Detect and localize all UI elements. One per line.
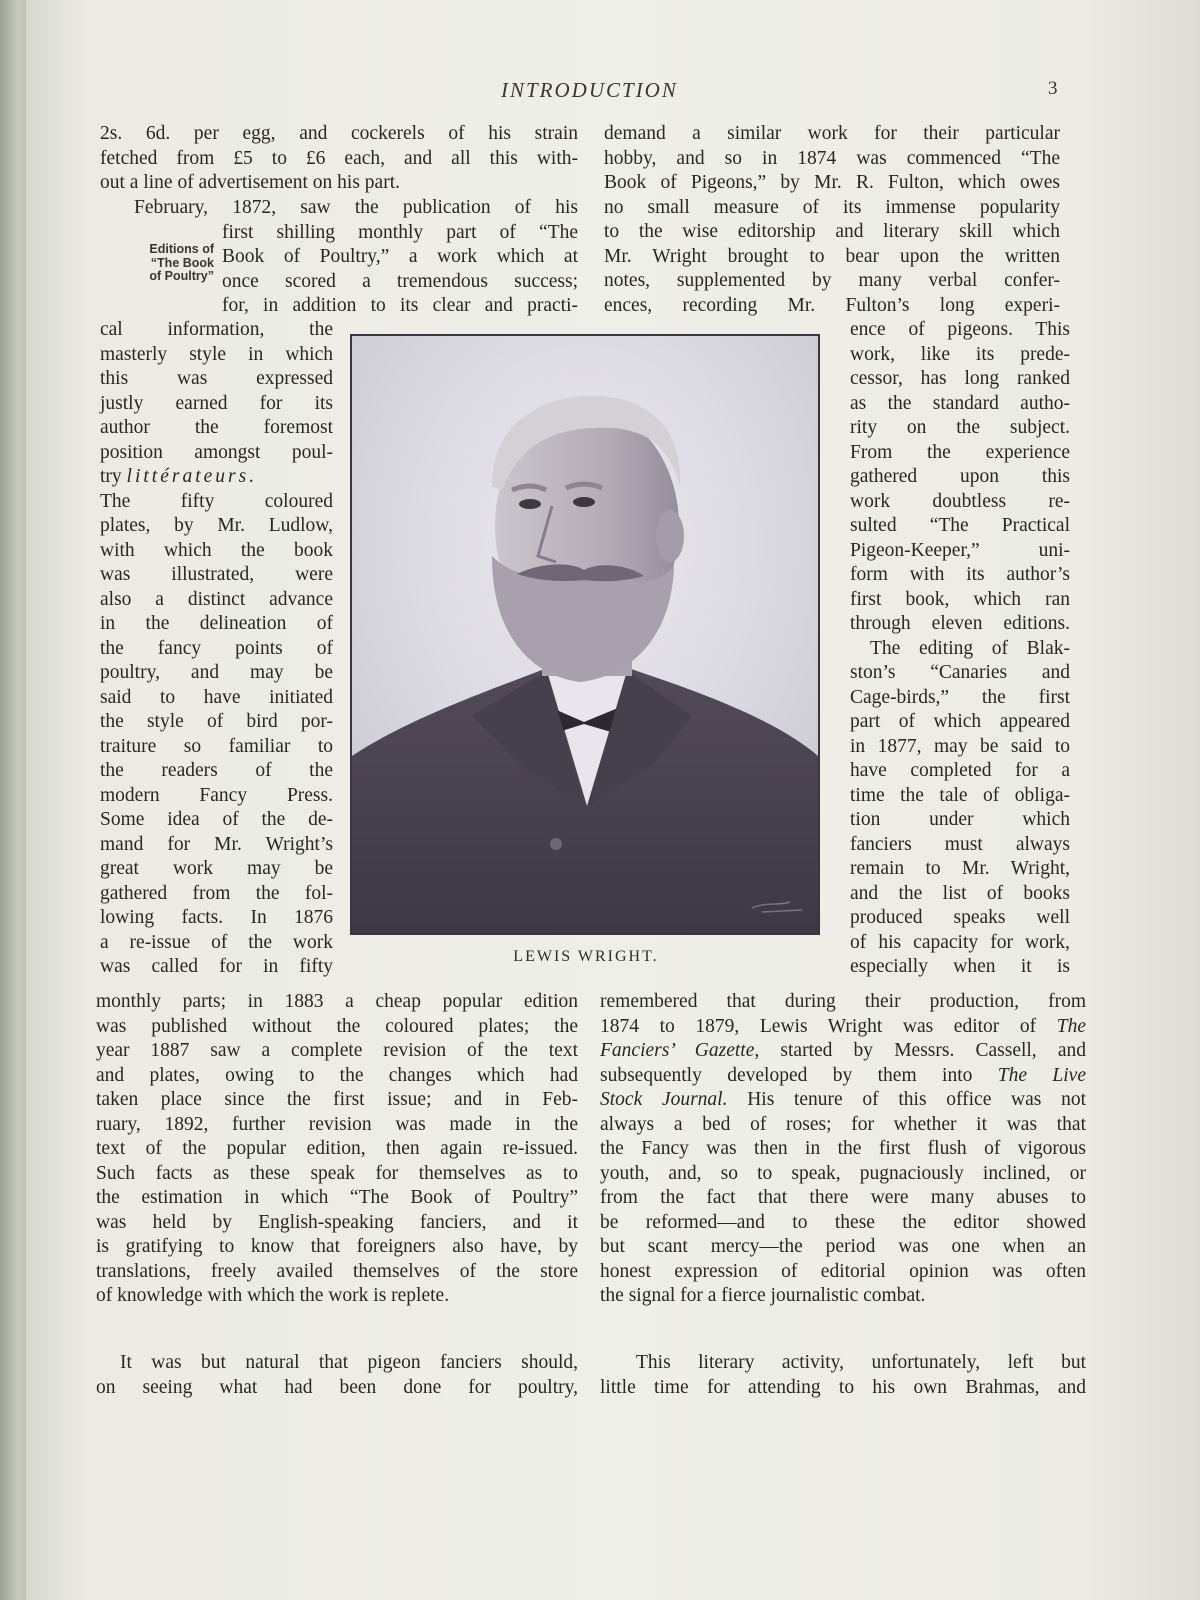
- text-line: plates, by Mr. Ludlow,: [100, 515, 333, 536]
- february-paragraph-line: [134, 196, 578, 221]
- text-line: translations, freely availed themselves of the store: [96, 1260, 578, 1282]
- text-line: work, like its prede-: [850, 343, 1070, 365]
- text-line: Some idea of the de-: [100, 809, 333, 830]
- text-line: Book of Pigeons,” by Mr. R. Fulton, which owes: [604, 172, 1060, 193]
- text-line: a re-issue of the work: [100, 931, 333, 953]
- italic-title: Stock Journal.: [600, 1089, 728, 1110]
- text-line: was published without the coloured plates; the: [96, 1015, 578, 1037]
- text-line: fanciers must always: [850, 833, 1070, 855]
- text-line: always a bed of roses; for whether it was that: [600, 1113, 1086, 1135]
- text-line: sulted “The Practical: [850, 515, 1070, 536]
- text-line: rity on the subject.: [850, 417, 1070, 438]
- text-line: 2s. 6d. per egg, and cockerels of his strain: [100, 123, 578, 144]
- text-line: part of which appeared: [850, 711, 1070, 732]
- text-line: honest expression of editorial opinion was often: [600, 1260, 1086, 1282]
- text-line: ences, recording Mr. Fulton’s long experi-: [604, 294, 1060, 316]
- text-fragment: 1874 to 1879, Lewis Wright was editor of: [600, 1015, 1057, 1037]
- text-fragment: His tenure of this office was not: [727, 1089, 1087, 1110]
- text-line: ence of pigeons. This: [850, 319, 1070, 340]
- text-line: It was but natural that pigeon fanciers should,: [120, 1352, 578, 1373]
- text-line: from the fact that there were many abuses to: [600, 1187, 1086, 1208]
- text-line: monthly parts; in 1883 a cheap popular edition: [96, 991, 578, 1012]
- ear-shape: [656, 510, 684, 562]
- february-paragraph-indented: [222, 221, 578, 319]
- text-line: but scant mercy—the period was one when an: [600, 1236, 1086, 1257]
- text-line: time the tale of obliga-: [850, 784, 1070, 806]
- text-line: for, in addition to its clear and practi-: [222, 295, 578, 316]
- text-fragment: subsequently developed by them into: [600, 1064, 998, 1086]
- text-line: Book of Poultry,” a work which at: [222, 246, 578, 267]
- text-line: modern Fancy Press.: [100, 784, 333, 806]
- text-line: the estimation in which “The Book of Poultry”: [96, 1187, 578, 1208]
- text-line: Cage-birds,” the first: [850, 686, 1070, 708]
- portrait-caption: LEWIS WRIGHT.: [513, 948, 659, 965]
- running-header: INTRODUCTION: [501, 78, 678, 102]
- text-line: lowing facts. In 1876: [100, 907, 333, 928]
- text-line: once scored a tremendous success;: [222, 270, 578, 292]
- text-line: said to have initiated: [100, 686, 333, 708]
- text-line: Mr. Wright brought to bear upon the written: [604, 245, 1060, 267]
- pigeon-paragraph: [96, 1351, 578, 1400]
- text-line: the fancy points of: [100, 637, 333, 659]
- text-line: February, 1872, saw the publication of his: [134, 197, 578, 218]
- text-line: cessor, has long ranked: [850, 368, 1070, 389]
- text-line: demand a similar work for their particular: [604, 123, 1060, 144]
- text-line: [600, 1015, 1086, 1040]
- text-line: work doubtless re-: [850, 490, 1070, 512]
- book-page: [26, 0, 1200, 1600]
- italic-title: Fanciers’ Gazette,: [600, 1040, 760, 1061]
- text-line: on seeing what had been done for poultry,: [96, 1376, 578, 1398]
- page-number: 3: [1048, 78, 1058, 99]
- text-line: cal information, the: [100, 319, 333, 340]
- right-top-paragraph: [604, 122, 1060, 318]
- right-eye-shape: [573, 497, 595, 507]
- text-line: hobby, and so in 1874 was commenced “The: [604, 147, 1060, 169]
- text-line: to the wise editorship and literary skill which: [604, 221, 1060, 242]
- text-line: gathered upon this: [850, 466, 1070, 487]
- text-line: also a distinct advance: [100, 588, 333, 610]
- text-line: the signal for a fierce journalistic combat.: [600, 1285, 926, 1306]
- text-fragment: try: [100, 466, 127, 487]
- text-line: and the list of books: [850, 882, 1070, 904]
- text-line: fetched from £5 to £6 each, and all this with-: [100, 147, 578, 169]
- text-line: Pigeon-Keeper,” uni-: [850, 539, 1070, 561]
- text-line: remembered that during their production, from: [600, 991, 1086, 1012]
- left-narrow-column: [100, 318, 333, 980]
- text-line: was called for in fifty: [100, 956, 333, 977]
- coat-button: [550, 838, 562, 850]
- text-line: ston’s “Canaries and: [850, 662, 1070, 683]
- text-line: masterly style in which: [100, 343, 333, 365]
- text-line: remain to Mr. Wright,: [850, 858, 1070, 879]
- literary-activity-paragraph: [600, 1351, 1086, 1400]
- text-line: youth, and, so to speak, pugnaciously inclined, or: [600, 1162, 1086, 1184]
- text-line: justly earned for its: [100, 392, 333, 414]
- text-line: produced speaks well: [850, 907, 1070, 928]
- text-line: no small measure of its immense popularity: [604, 196, 1060, 218]
- text-line: of knowledge with which the work is replete.: [96, 1285, 450, 1306]
- margin-sidenote: [124, 243, 214, 284]
- text-line: have completed for a: [850, 760, 1070, 781]
- text-line: [600, 1039, 1086, 1064]
- text-line: great work may be: [100, 858, 333, 879]
- text-line: form with its author’s: [850, 564, 1070, 585]
- sidenote-line: “The Book: [150, 255, 214, 270]
- text-line: year 1887 saw a complete revision of the text: [96, 1040, 578, 1061]
- text-line: Such facts as these speak for themselves as to: [96, 1162, 578, 1184]
- right-bottom-paragraph: [600, 990, 1086, 1309]
- text-line: is gratifying to know that foreigners also have, by: [96, 1236, 578, 1257]
- text-fragment: started by Messrs. Cassell, and: [759, 1040, 1086, 1061]
- text-line: notes, supplemented by many verbal confer-: [604, 270, 1060, 291]
- text-line: text of the popular edition, then again re-issued.: [96, 1138, 578, 1159]
- text-line: position amongst poul-: [100, 441, 333, 463]
- text-line: was illustrated, were: [100, 564, 333, 585]
- text-line: little time for attending to his own Brahmas, and: [600, 1376, 1086, 1398]
- text-line: first shilling monthly part of “The: [222, 221, 578, 243]
- text-line: From the experience: [850, 441, 1070, 463]
- text-line: poultry, and may be: [100, 662, 333, 683]
- portrait-frame: [350, 334, 820, 935]
- text-line: gathered from the fol-: [100, 882, 333, 904]
- italic-term: littérateurs.: [126, 466, 258, 487]
- text-line: the readers of the: [100, 760, 333, 781]
- text-line: especially when it is: [850, 956, 1070, 977]
- sidenote-line: of Poultry”: [149, 269, 214, 283]
- text-line: through eleven editions.: [850, 613, 1070, 634]
- text-line: with which the book: [100, 539, 333, 561]
- left-top-paragraph: [100, 122, 578, 196]
- text-line: The fifty coloured: [100, 490, 333, 512]
- text-line: of his capacity for work,: [850, 931, 1070, 953]
- text-line: this was expressed: [100, 368, 333, 389]
- text-line: out a line of advertisement on his part.: [100, 172, 401, 193]
- text-line: and plates, owing to the changes which had: [96, 1064, 578, 1086]
- text-line: mand for Mr. Wright’s: [100, 833, 333, 855]
- text-line: in 1877, may be said to: [850, 735, 1070, 757]
- left-bottom-paragraph: [96, 990, 578, 1309]
- left-eye-shape: [519, 499, 541, 509]
- text-line: the style of bird por-: [100, 711, 333, 732]
- text-line: [100, 465, 333, 490]
- italic-title: The: [1056, 1015, 1086, 1037]
- text-line: taken place since the first issue; and in Feb-: [96, 1089, 578, 1110]
- text-line: be reformed—and to these the editor showed: [600, 1211, 1086, 1233]
- text-line: the Fancy was then in the first flush of vigorous: [600, 1138, 1086, 1159]
- text-line: tion under which: [850, 809, 1070, 830]
- text-line: traiture so familiar to: [100, 735, 333, 757]
- text-line: The editing of Blak-: [870, 637, 1070, 659]
- text-line: ruary, 1892, further revision was made in the: [96, 1113, 578, 1135]
- right-narrow-column: [850, 318, 1070, 980]
- text-line: author the foremost: [100, 417, 333, 438]
- text-line: was held by English-speaking fanciers, and it: [96, 1211, 578, 1233]
- text-line: in the delineation of: [100, 613, 333, 634]
- text-line: This literary activity, unfortunately, left but: [636, 1352, 1086, 1373]
- sidenote-line: Editions of: [149, 242, 214, 256]
- text-line: first book, which ran: [850, 588, 1070, 610]
- text-line: [600, 1064, 1086, 1089]
- italic-title: The Live: [997, 1064, 1086, 1086]
- text-line: [600, 1088, 1086, 1113]
- portrait-image: [352, 336, 818, 933]
- text-line: as the standard autho-: [850, 392, 1070, 414]
